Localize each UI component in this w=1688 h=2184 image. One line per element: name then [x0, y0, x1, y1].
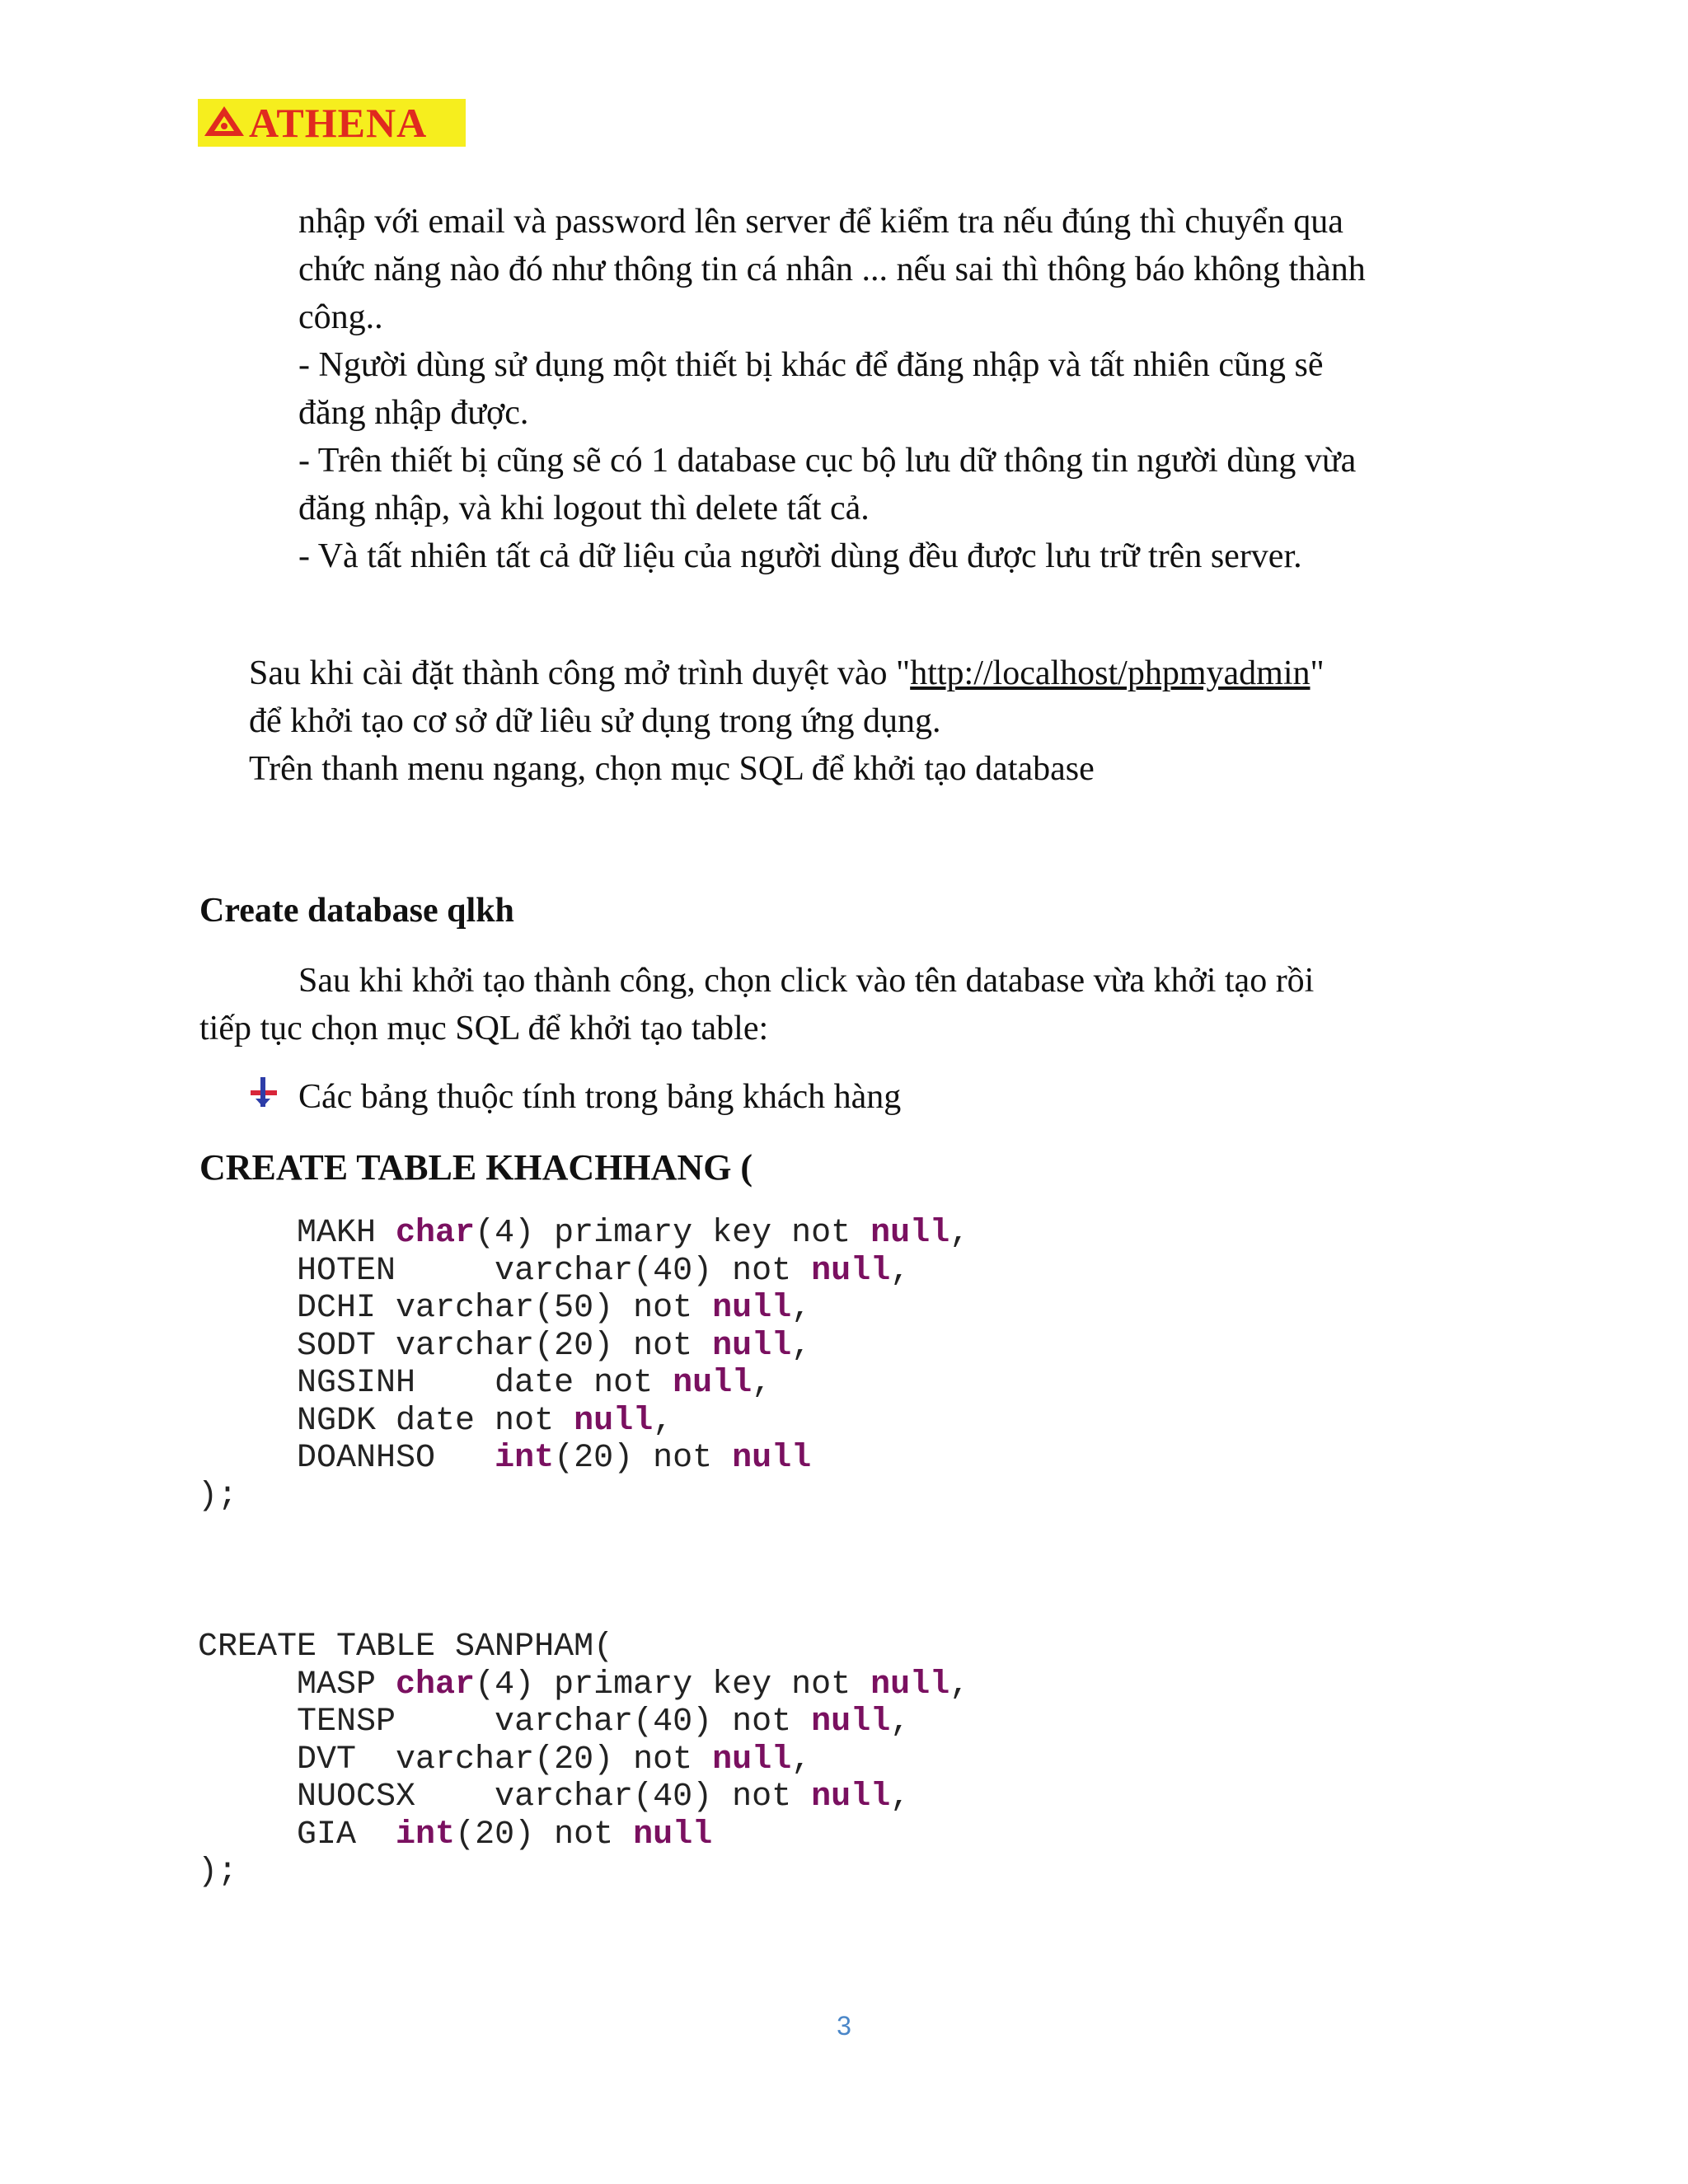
sql-keyword: char — [396, 1666, 476, 1704]
athena-logo — [198, 99, 466, 147]
code-text: , — [791, 1741, 812, 1779]
sanpham-code-line — [198, 1854, 969, 1891]
sql-keyword: null — [811, 1704, 891, 1741]
code-text: (4) primary key not — [475, 1215, 871, 1252]
code-text: SODT varchar(20) not — [198, 1327, 713, 1365]
code-text: , — [653, 1402, 673, 1440]
sanpham-code-line — [198, 1741, 969, 1779]
logo-text: ATHENA — [249, 100, 428, 146]
code-text: CREATE TABLE SANPHAM( — [198, 1629, 614, 1666]
code-text: MAKH — [198, 1215, 396, 1252]
code-text: , — [791, 1290, 812, 1327]
code-text: GIA — [198, 1816, 396, 1854]
intro-line-8: - Và tất nhiên tất cả dữ liệu của người dùng đều được lưu trữ trên server. — [298, 537, 1302, 575]
code-text: DVT varchar(20) not — [198, 1741, 713, 1779]
intro-line-6: - Trên thiết bị cũng sẽ có 1 database cục bộ lưu dữ thông tin người dùng vừa — [298, 442, 1357, 480]
after-create-line-1: Sau khi khởi tạo thành công, chọn click vào tên database vừa khởi tạo rồi — [298, 962, 1315, 1000]
khachhang-code-line — [198, 1215, 969, 1253]
code-text: ); — [198, 1854, 238, 1891]
code-text: DCHI varchar(50) not — [198, 1290, 713, 1327]
khachhang-code-block — [198, 1215, 969, 1515]
code-text: MASP — [198, 1666, 396, 1704]
code-text: , — [752, 1365, 772, 1402]
sql-keyword: null — [732, 1440, 812, 1477]
code-text: NGDK date not — [198, 1402, 574, 1440]
athena-emblem-icon — [203, 105, 246, 141]
code-text: , — [890, 1779, 911, 1816]
bullet-text: Các bảng thuộc tính trong bảng khách hàng — [298, 1078, 902, 1116]
code-text: , — [791, 1327, 812, 1365]
code-text: , — [890, 1252, 911, 1290]
sanpham-code-line — [198, 1816, 969, 1854]
intro-line-3: công.. — [298, 298, 383, 336]
code-text: NGSINH date not — [198, 1365, 673, 1402]
sql-keyword: null — [811, 1779, 891, 1816]
code-text: HOTEN varchar(40) not — [198, 1252, 812, 1290]
sanpham-code-block — [198, 1629, 969, 1891]
sql-keyword: null — [870, 1215, 950, 1252]
sql-keyword: null — [712, 1741, 792, 1779]
setup-line-1 — [249, 649, 1325, 697]
sql-keyword: null — [673, 1365, 753, 1402]
sql-keyword: null — [870, 1666, 950, 1704]
sql-keyword: int — [495, 1440, 555, 1477]
code-text: , — [950, 1215, 970, 1252]
intro-line-2: chức năng nào đó như thông tin cá nhân ... nếu sai thì thông báo không thành — [298, 251, 1366, 288]
setup-line-2: để khởi tạo cơ sở dữ liêu sử dụng trong ứng dụng. — [249, 702, 941, 740]
sql-keyword: char — [396, 1215, 476, 1252]
after-create-line-2: tiếp tục chọn mục SQL để khởi tạo table: — [199, 1010, 769, 1047]
khachhang-code-line — [198, 1253, 969, 1291]
khachhang-code-line — [198, 1365, 969, 1403]
intro-line-4: - Người dùng sử dụng một thiết bị khác để đăng nhập và tất nhiên cũng sẽ — [298, 346, 1324, 384]
page-number: 3 — [837, 2011, 851, 2041]
phpmyadmin-link[interactable]: http://localhost/phpmyadmin — [910, 654, 1311, 692]
khachhang-code-line — [198, 1328, 969, 1366]
sql-keyword: null — [712, 1290, 792, 1327]
sql-keyword: null — [633, 1816, 713, 1854]
khachhang-code-line — [198, 1403, 969, 1441]
khachhang-code-line — [198, 1478, 969, 1516]
sql-keyword: null — [574, 1402, 654, 1440]
sanpham-code-line — [198, 1779, 969, 1816]
khachhang-heading: CREATE TABLE KHACHHANG ( — [199, 1147, 753, 1188]
create-db-heading: Create database qlkh — [199, 892, 514, 930]
code-text: , — [890, 1704, 911, 1741]
sql-keyword: int — [396, 1816, 456, 1854]
bullet-arrow-icon — [247, 1076, 280, 1108]
sanpham-code-line — [198, 1666, 969, 1704]
code-text: TENSP varchar(40) not — [198, 1704, 812, 1741]
code-text: NUOCSX varchar(40) not — [198, 1779, 812, 1816]
khachhang-code-line — [198, 1440, 969, 1478]
code-text: DOANHSO — [198, 1440, 495, 1477]
setup-line-3: Trên thanh menu ngang, chọn mục SQL để khởi tạo database — [249, 750, 1095, 788]
khachhang-code-line — [198, 1290, 969, 1328]
setup-suffix: " — [1310, 654, 1325, 692]
code-text: , — [950, 1666, 970, 1704]
code-text: (4) primary key not — [475, 1666, 871, 1704]
sql-keyword: null — [712, 1327, 792, 1365]
sanpham-code-line — [198, 1704, 969, 1741]
intro-line-7: đăng nhập, và khi logout thì delete tất cả. — [298, 490, 870, 527]
code-text: ); — [198, 1477, 238, 1515]
code-text: (20) not — [455, 1816, 634, 1854]
intro-line-5: đăng nhập được. — [298, 394, 529, 432]
setup-prefix: Sau khi cài đặt thành công mở trình duyệt vào " — [249, 654, 911, 692]
intro-line-1: nhập với email và password lên server để kiểm tra nếu đúng thì chuyển qua — [298, 203, 1343, 241]
sanpham-code-line — [198, 1629, 969, 1666]
code-text: (20) not — [554, 1440, 733, 1477]
sql-keyword: null — [811, 1252, 891, 1290]
